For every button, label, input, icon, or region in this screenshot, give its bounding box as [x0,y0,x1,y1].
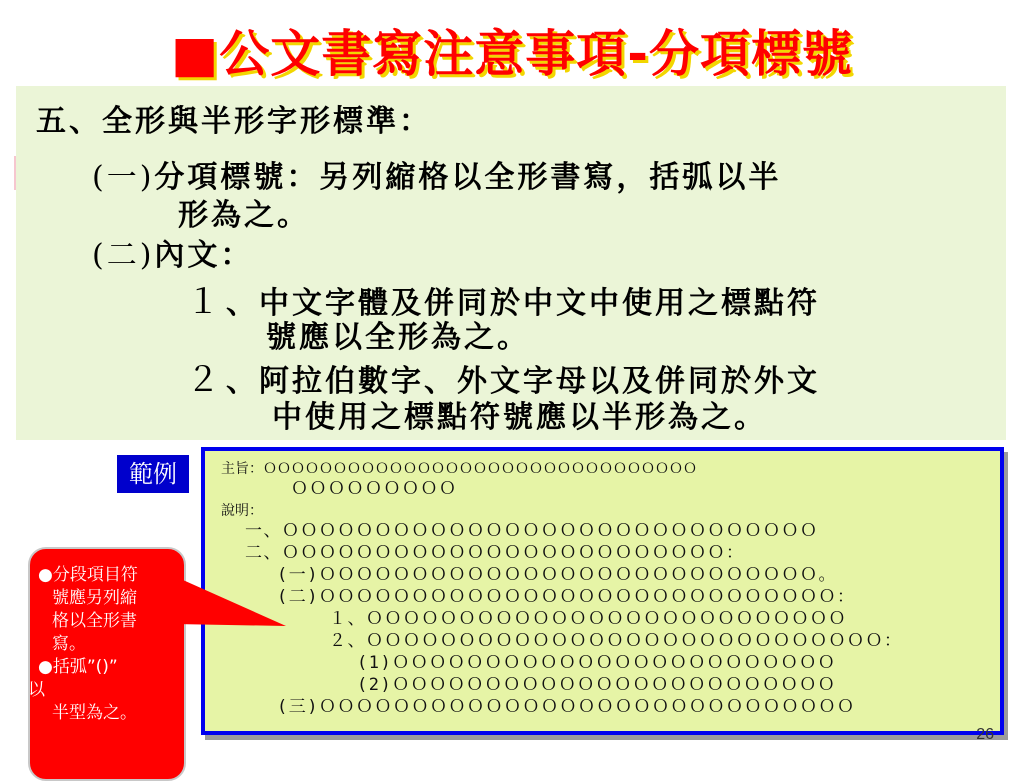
item2-label: (二) [92,238,155,273]
example-line-8: １、ＯＯＯＯＯＯＯＯＯＯＯＯＯＯＯＯＯＯＯＯＯＯＯＯＯＯ [329,609,847,629]
sub2-number: ２ [186,360,226,400]
example-line-5: 二、ＯＯＯＯＯＯＯＯＯＯＯＯＯＯＯＯＯＯＯＯＯＯＯＯ： [245,543,745,563]
page-number: 26 [976,726,994,743]
example-line-4: 一、ＯＯＯＯＯＯＯＯＯＯＯＯＯＯＯＯＯＯＯＯＯＯＯＯＯＯＯＯＯ [245,521,819,541]
callout-line-4: 寫。 [52,634,86,654]
example-line-12: (三)ＯＯＯＯＯＯＯＯＯＯＯＯＯＯＯＯＯＯＯＯＯＯＯＯＯＯＯＯＯ [277,697,856,717]
callout-pointer [174,572,286,632]
callout-line-2: 號應另列縮 [52,588,137,608]
sub2-text-line1: 、阿拉伯數字、外文字母以及併同於外文 [226,364,820,399]
callout-line-3: 格以全形書 [52,611,137,631]
title-text: 公文書寫注意事項-分項標號 [219,25,853,83]
example-line-7: (二)ＯＯＯＯＯＯＯＯＯＯＯＯＯＯＯＯＯＯＯＯＯＯＯＯＯＯＯＯ： [277,587,856,607]
callout-line-7: 半型為之。 [52,703,137,723]
callout-line-5: ●括弧”()” [38,657,118,677]
example-line-11: (2)ＯＯＯＯＯＯＯＯＯＯＯＯＯＯＯＯＯＯＯＯＯＯＯＯ [357,675,837,695]
item1-text-line2: 形為之。 [178,198,310,233]
title-square-bullet: ■ [170,25,220,83]
example-line-3: 說明： [221,503,263,519]
example-line-1: 主旨：ＯＯＯＯＯＯＯＯＯＯＯＯＯＯＯＯＯＯＯＯＯＯＯＯＯＯＯＯＯＯＯ [221,461,697,477]
sub1-text-line1: 、中文字體及併同於中文中使用之標點符 [226,286,820,321]
example-box [201,447,1004,735]
sub1-number: １ [186,282,226,322]
item1-label: (一) [92,160,155,195]
item2-line1 [92,230,253,274]
callout-line-1: ●分段項目符 [38,565,138,585]
callout-text [28,564,180,725]
main-content-box [16,86,1006,440]
callout-line-6: 以 [28,680,45,700]
example-line-9: ２、ＯＯＯＯＯＯＯＯＯＯＯＯＯＯＯＯＯＯＯＯＯＯＯＯＯＯＯＯ： [329,631,903,651]
slide-title [0,14,1024,86]
section-heading: 五、全形與半形字形標準： [36,104,432,139]
example-line-10: (1)ＯＯＯＯＯＯＯＯＯＯＯＯＯＯＯＯＯＯＯＯＯＯＯＯ [357,653,837,673]
example-line-2: ＯＯＯＯＯＯＯＯＯ [291,479,458,499]
item1-text-line1: 分項標號：另列縮格以全形書寫，括弧以半 [154,160,782,195]
item2-text-line1: 內文： [154,238,254,273]
example-line-6: (一)ＯＯＯＯＯＯＯＯＯＯＯＯＯＯＯＯＯＯＯＯＯＯＯＯＯＯＯ。 [277,565,837,585]
sub1-text-line2: 號應以全形為之。 [266,320,530,355]
sub2-text-line2: 中使用之標點符號應以半形為之。 [272,400,767,435]
example-label: 範例 [117,455,189,493]
